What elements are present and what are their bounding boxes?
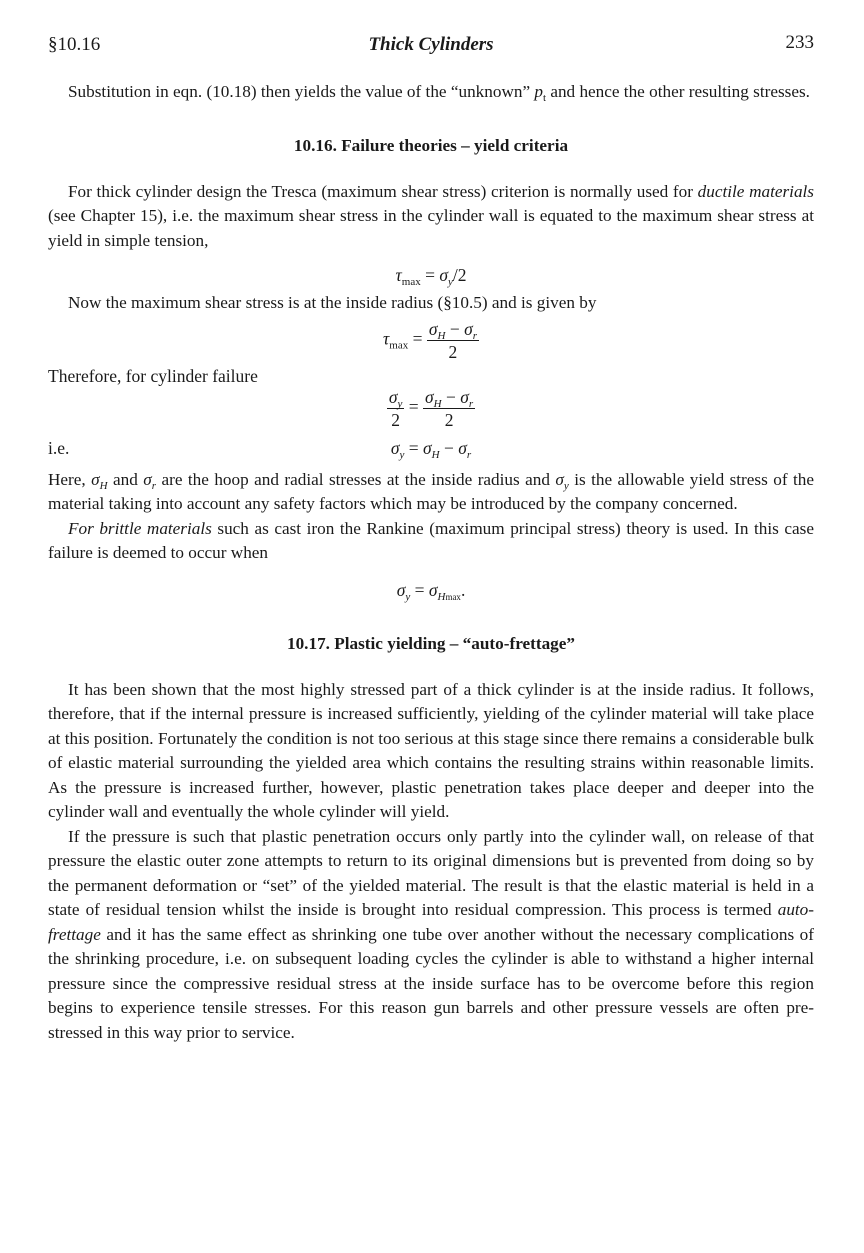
section-marker: §10.16: [48, 34, 101, 55]
equation-tau-max-hoop: $\tau_{max}$ = $\frac{\sigma_H - \sigma_r}{2}$: [383, 318, 477, 362]
label-therefore: Therefore, for cylinder failure: [48, 365, 258, 386]
page-number: 233: [785, 32, 814, 53]
running-header: [48, 30, 814, 60]
paragraph-auto-frettage: If the pressure is such that plastic penetration occurs only partly into the cylinder wall, on release of that pressure the elastic outer zone attempts to return to its original dimensions but is prevented from doing so by the permanent deformation or “set” of the yielded material. The result is that the elastic material is held in a state of residual tension whilst the inside is brought into residual compression. This process is termed auto-frettage and it has the same effect as shrinking one tube over another without the necessary complications of the shrinking procedure, i.e. on subsequent loading cycles the cylinder is able to withstand a higher internal pressure since the compressive residual stress at the inside surface has to be overcome before this region begins to experience tensile stresses. For this reason gun barrels and other pressure vessels are often pre-stressed in this way prior to service.: [48, 826, 814, 1042]
label-ie: i.e.: [48, 437, 70, 458]
running-title: Thick Cylinders: [368, 34, 494, 55]
paragraph-max-shear: Now the maximum shear stress is at the inside radius (§10.5) and is given by: [68, 293, 597, 312]
paragraph-plastic-penetration: It has been shown that the most highly stressed part of a thick cylinder is at the inside radius. It follows, therefore, that if the internal pressure is increased sufficiently, yielding of the cylinder material will take place at this position. Fortunately the condition is not too serious at this stage since there remains a considerable bulk of elastic material surrounding the yielded area which contains the resulting strains within reasonable limits. As the pressure is increased further, however, plastic penetration takes place deeper and deeper into the cylinder wall and eventually the whole cylinder will yield.: [48, 679, 814, 821]
equation-rankine: $\sigma_y = \sigma_{Hmax}$.: [396, 579, 466, 603]
equation-failure-condition: Therefore, for cylinder failure $\frac{\sigma_y}{2}$ = $\frac{\sigma_H - \sigma_r}{2}$: [48, 365, 474, 430]
paragraph-tresca: For thick cylinder design the Tresca (maximum shear stress) criterion is normally used for ductile materials (see Chapter 15), i.e. the maximum shear stress in the cylinder wall is equated to the maximum shear stress at yield in simple tension,: [48, 181, 814, 250]
intro-paragraph: Substitution in eqn. (10.18) then yields the value of the “unknown” $p_t$ and hence the other resulting stresses.: [68, 82, 810, 104]
equation-yield-stress: i.e. $\sigma_y = \sigma_H - \sigma_r$: [48, 437, 472, 461]
paragraph-brittle: For brittle materials such as cast iron the Rankine (maximum principal stress) theory is used. In this case failure is deemed to occur when: [48, 518, 814, 562]
heading-10-17: 10.17. Plastic yielding – “auto-frettage”: [286, 633, 575, 653]
equation-tau-max-yield: $\tau_{max} = \sigma_y/2$: [395, 265, 467, 288]
page: [48, 30, 814, 1045]
paragraph-hoop-radial: Here, $\sigma_H$ and $\sigma_r$ are the hoop and radial stresses at the inside radius and $\sigma_y$ is the allowable yield stress of the material taking into account any safety factors which may be introduced by the company concerned.: [48, 469, 814, 513]
heading-10-16: 10.16. Failure theories – yield criteria: [293, 135, 569, 155]
